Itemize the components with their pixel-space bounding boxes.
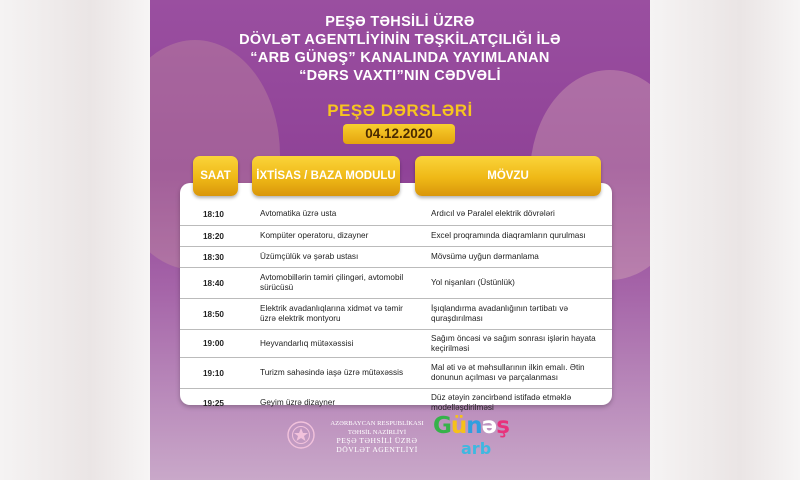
table-row — [180, 203, 612, 226]
right-backdrop — [650, 0, 800, 480]
cell-topic: Sağım öncəsi və sağım sonrası işlərin hayata keçirilməsi — [431, 333, 596, 353]
column-header-topic: MÖVZU — [415, 156, 601, 196]
cell-time: 19:25 — [203, 398, 224, 408]
cell-topic: Düz ətəyin zəncirbənd istifadə etməklə modelləşdirilməsi — [431, 393, 572, 412]
org-line: TƏHSİL NAZİRLİYİ — [347, 428, 407, 436]
cell-specialty: Heyvandarlıq mütəxəssisi — [260, 338, 354, 348]
cell-time: 19:00 — [203, 339, 224, 348]
schedule-date: 04.12.2020 — [343, 124, 455, 144]
cell-time: 18:50 — [203, 309, 224, 319]
arb-gunes-logo — [433, 413, 513, 465]
logo-letter: ə — [481, 413, 497, 439]
table-row — [180, 358, 612, 389]
cell-specialty: Avtomatika üzrə usta — [260, 209, 337, 218]
table-body — [180, 203, 612, 417]
table-row — [180, 299, 612, 330]
cell-specialty: Turizm sahəsində iaşə üzrə mütəxəssis — [260, 368, 404, 377]
cell-time: 19:10 — [203, 368, 224, 378]
poster-subtitle: PEŞƏ DƏRSLƏRİ — [327, 101, 473, 120]
table-row — [180, 389, 612, 417]
column-header-specialty: İXTİSAS / BAZA MODULU — [252, 156, 400, 196]
title-line: “DƏRS VAXTI”NIN CƏDVƏLİ — [299, 68, 501, 84]
cell-topic: Mal əti və ət məhsullarının ilkin emalı. Ətin donunun açılması və parçalanması — [431, 363, 585, 382]
table-row — [180, 330, 612, 358]
logo-letter: n — [466, 413, 482, 439]
ministry-name — [322, 420, 432, 454]
cell-time: 18:20 — [203, 231, 224, 241]
org-line: PEŞƏ TƏHSİLİ ÜZRƏ — [336, 436, 418, 445]
left-backdrop — [0, 0, 150, 480]
title-line: “ARB GÜNƏŞ” KANALINDA YAYIMLANAN — [250, 50, 550, 66]
title-line: DÖVLƏT AGENTLİYİNİN TƏŞKİLATÇILIĞI İLƏ — [239, 32, 561, 48]
cell-topic: Mövsümə uyğun dərmanlama — [431, 252, 539, 261]
logo-letter: G — [433, 413, 451, 439]
logo-subtext: arb — [461, 439, 492, 458]
cell-topic: İşıqlandırma avadanlığının tərtibatı və quraşdırılması — [431, 304, 568, 323]
cell-time: 18:30 — [203, 252, 224, 262]
table-row — [180, 247, 612, 268]
org-line: AZƏRBAYCAN RESPUBLİKASI — [330, 420, 424, 427]
cell-specialty: Avtomobillərin təmiri çilingəri, avtomobil sürücüsü — [260, 273, 404, 292]
schedule-poster — [150, 0, 650, 480]
logo-letter: ü — [450, 413, 467, 439]
cell-specialty: Geyim üzrə dizayner — [260, 398, 336, 407]
cell-topic: Ardıcıl və Paralel elektrik dövrələri — [431, 209, 555, 218]
cell-time: 18:10 — [203, 209, 224, 219]
column-header-time: SAAT — [193, 156, 238, 196]
cell-specialty: Kompüter operatoru, dizayner — [260, 231, 369, 240]
org-line: DÖVLƏT AGENTLİYİ — [336, 444, 418, 454]
cell-specialty: Üzümçülük və şərab ustası — [260, 252, 359, 261]
cell-specialty: Elektrik avadanlıqlarına xidmət və təmir üzrə elektrik montyoru — [260, 304, 403, 323]
table-row — [180, 268, 612, 299]
logo-letter: ş — [496, 413, 509, 439]
cell-topic: Yol nişanları (Üstünlük) — [431, 278, 515, 287]
poster-title — [150, 13, 650, 85]
cell-topic: Excel proqramında diaqramların qurulması — [431, 231, 586, 240]
state-emblem-icon — [286, 420, 316, 450]
cell-time: 18:40 — [203, 278, 224, 288]
title-line: PEŞƏ TƏHSİLİ ÜZRƏ — [325, 14, 475, 30]
table-row — [180, 226, 612, 247]
